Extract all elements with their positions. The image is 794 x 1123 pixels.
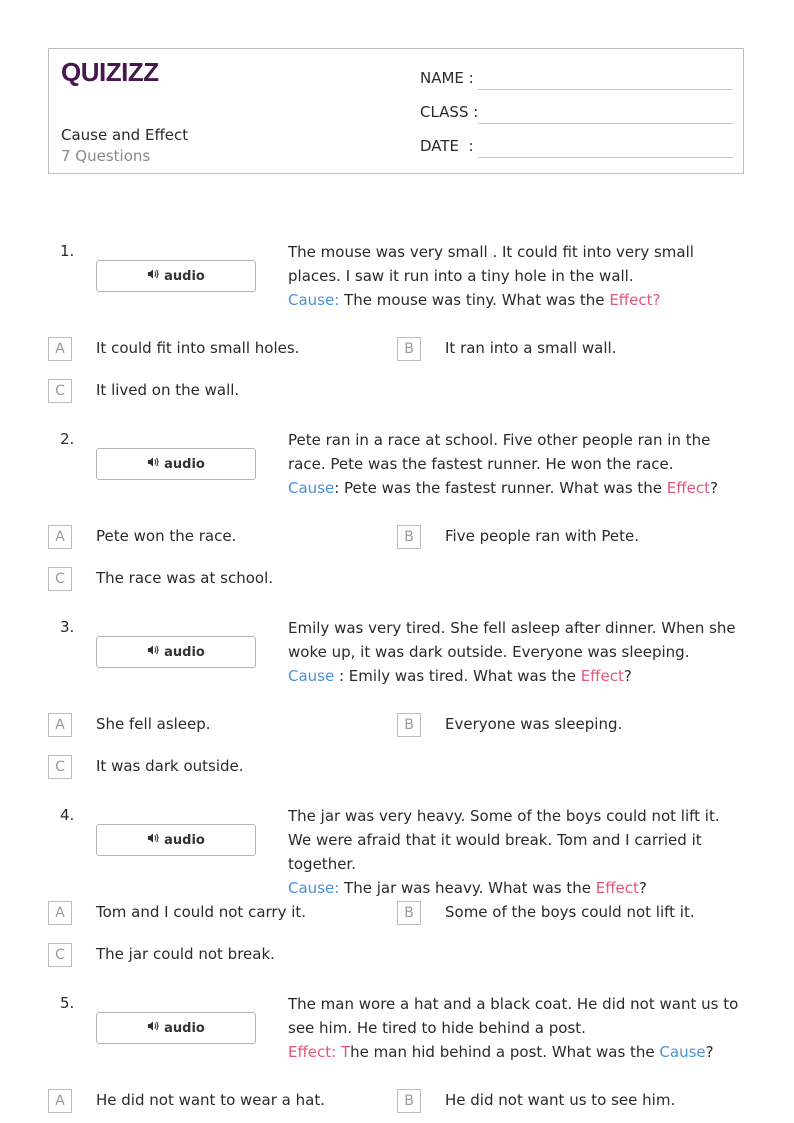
option-b-text[interactable]: Everyone was sleeping. bbox=[445, 715, 623, 733]
prompt-body: The mouse was tiny. What was the bbox=[339, 291, 610, 309]
speaker-icon bbox=[147, 456, 164, 472]
quizizz-logo: QUIZIZZ bbox=[61, 57, 159, 87]
worksheet-header bbox=[48, 48, 744, 174]
prompt-target: Effect bbox=[595, 879, 639, 897]
audio-button-label: audio bbox=[164, 644, 205, 660]
option-a-text[interactable]: Tom and I could not carry it. bbox=[96, 903, 307, 921]
question-passage: The man wore a hat and a black coat. He did not want us to see him. He tired to hide behind a post. bbox=[288, 995, 739, 1037]
prompt-end: ? bbox=[623, 667, 632, 685]
option-a-box[interactable]: A bbox=[48, 901, 72, 925]
class-label: CLASS : bbox=[420, 103, 479, 121]
audio-button-label: audio bbox=[164, 832, 205, 848]
prompt-label: Cause: bbox=[288, 879, 340, 897]
speaker-icon bbox=[147, 268, 164, 284]
question-number: 4. bbox=[60, 806, 75, 824]
audio-button-label: audio bbox=[164, 1020, 205, 1036]
option-c-box[interactable]: C bbox=[48, 943, 72, 967]
option-b-text[interactable]: He did not want us to see him. bbox=[445, 1091, 676, 1109]
prompt-label: Effect: T bbox=[288, 1043, 351, 1061]
question-number: 1. bbox=[60, 242, 75, 260]
speaker-icon bbox=[147, 1020, 164, 1036]
option-b-box[interactable]: B bbox=[397, 525, 421, 549]
prompt-target: Effect bbox=[580, 667, 624, 685]
question-text bbox=[288, 240, 740, 312]
prompt-target: Cause bbox=[659, 1043, 706, 1061]
option-a-text[interactable]: Pete won the race. bbox=[96, 527, 237, 545]
audio-button[interactable] bbox=[96, 824, 256, 856]
class-line bbox=[478, 123, 733, 124]
question-text bbox=[288, 992, 740, 1064]
worksheet-title: Cause and Effect bbox=[61, 126, 189, 144]
option-b-box[interactable]: B bbox=[397, 337, 421, 361]
option-a-text[interactable]: It could fit into small holes. bbox=[96, 339, 300, 357]
option-b-text[interactable]: It ran into a small wall. bbox=[445, 339, 617, 357]
option-c-box[interactable]: C bbox=[48, 567, 72, 591]
audio-button-label: audio bbox=[164, 268, 205, 284]
option-a-box[interactable]: A bbox=[48, 1089, 72, 1113]
audio-button[interactable] bbox=[96, 448, 256, 480]
question-passage: Pete ran in a race at school. Five other people ran in the race. Pete was the fastest runner. He won the race. bbox=[288, 431, 711, 473]
prompt-body: The jar was heavy. What was the bbox=[339, 879, 596, 897]
prompt-body: he man hid behind a post. What was the bbox=[350, 1043, 660, 1061]
prompt-body: : Emily was tired. What was the bbox=[334, 667, 581, 685]
audio-button[interactable] bbox=[96, 260, 256, 292]
prompt-end: ? bbox=[705, 1043, 714, 1061]
name-label: NAME : bbox=[420, 69, 474, 87]
option-a-box[interactable]: A bbox=[48, 337, 72, 361]
option-b-box[interactable]: B bbox=[397, 901, 421, 925]
audio-button[interactable] bbox=[96, 636, 256, 668]
option-a-text[interactable]: She fell asleep. bbox=[96, 715, 211, 733]
prompt-end: ? bbox=[638, 879, 647, 897]
prompt-label: Cause: bbox=[288, 291, 340, 309]
question-passage: The jar was very heavy. Some of the boys could not lift it. We were afraid that it would break. Tom and I carried it together. bbox=[288, 807, 720, 873]
option-c-text[interactable]: It lived on the wall. bbox=[96, 381, 240, 399]
question-passage: Emily was very tired. She fell asleep after dinner. When she woke up, it was dark outside. Everyone was sleeping. bbox=[288, 619, 736, 661]
speaker-icon bbox=[147, 832, 164, 848]
prompt-body: : Pete was the fastest runner. What was the bbox=[334, 479, 667, 497]
option-c-text[interactable]: The race was at school. bbox=[96, 569, 274, 587]
option-c-box[interactable]: C bbox=[48, 379, 72, 403]
question-number: 3. bbox=[60, 618, 75, 636]
option-b-box[interactable]: B bbox=[397, 713, 421, 737]
option-c-text[interactable]: It was dark outside. bbox=[96, 757, 244, 775]
question-count: 7 Questions bbox=[61, 147, 151, 165]
date-label: DATE : bbox=[420, 137, 474, 155]
question-number: 2. bbox=[60, 430, 75, 448]
question-number: 5. bbox=[60, 994, 75, 1012]
prompt-label: Cause bbox=[288, 479, 335, 497]
prompt-target: Effect bbox=[666, 479, 710, 497]
question-text bbox=[288, 616, 740, 688]
question-text bbox=[288, 804, 740, 900]
speaker-icon bbox=[147, 644, 164, 660]
option-b-text[interactable]: Some of the boys could not lift it. bbox=[445, 903, 695, 921]
option-b-text[interactable]: Five people ran with Pete. bbox=[445, 527, 640, 545]
prompt-label: Cause bbox=[288, 667, 335, 685]
audio-button-label: audio bbox=[164, 456, 205, 472]
option-a-text[interactable]: He did not want to wear a hat. bbox=[96, 1091, 325, 1109]
question-passage: The mouse was very small . It could fit into very small places. I saw it run into a tiny hole in the wall. bbox=[288, 243, 694, 285]
date-line bbox=[478, 157, 733, 158]
option-b-box[interactable]: B bbox=[397, 1089, 421, 1113]
prompt-end: ? bbox=[709, 479, 718, 497]
option-a-box[interactable]: A bbox=[48, 525, 72, 549]
option-c-box[interactable]: C bbox=[48, 755, 72, 779]
option-c-text[interactable]: The jar could not break. bbox=[96, 945, 275, 963]
audio-button[interactable] bbox=[96, 1012, 256, 1044]
name-line bbox=[478, 89, 733, 90]
option-a-box[interactable]: A bbox=[48, 713, 72, 737]
prompt-target: Effect? bbox=[609, 291, 661, 309]
question-text bbox=[288, 428, 740, 500]
